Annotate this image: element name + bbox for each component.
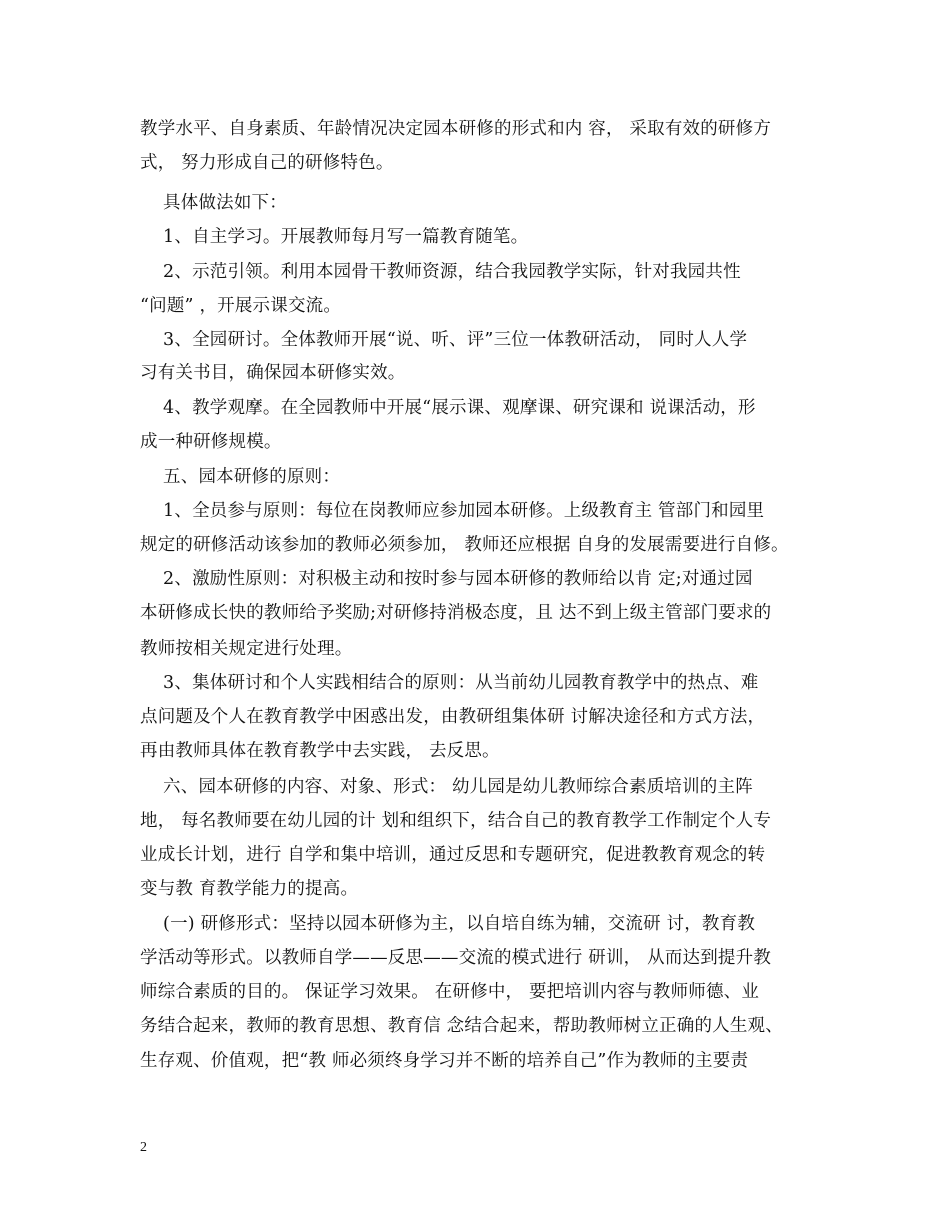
text-line: 3、全园研讨。全体教师开展“说、听、评”三位一体教研活动， 同时人人学 (140, 330, 748, 350)
text-line: 式， 努力形成自己的研修特色。 (140, 153, 394, 173)
text-line: 3、集体研讨和个人实践相结合的原则：从当前幼儿园教育教学中的热点、难 (140, 673, 759, 693)
text-line: (一) 研修形式：坚持以园本研修为主，以自培自练为辅，交流研 讨，教育教 (140, 914, 756, 934)
text-line: 务结合起来，教师的教育思想、教育信 念结合起来，帮助教师树立正确的人生观、 (140, 1016, 783, 1036)
text-line: 点问题及个人在教育教学中困惑出发，由教研组集体研 讨解决途径和方式方法， (140, 707, 766, 727)
text-line: 变与教 育教学能力的提高。 (140, 879, 359, 899)
text-line: 师综合素质的目的。 保证学习效果。 在研修中， 要把培训内容与教师师德、业 (140, 982, 760, 1002)
text-line: 2、示范引领。利用本园骨干教师资源，结合我园教学实际，针对我园共性 (140, 262, 741, 282)
text-line: 学活动等形式。以教师自学——反思——交流的模式进行 研训， 从而达到提升教 (140, 948, 772, 968)
text-line: 再由教师具体在教育教学中去实践， 去反思。 (140, 741, 500, 761)
text-line: 1、自主学习。开展教师每月写一篇教育随笔。 (140, 227, 529, 247)
text-line: 规定的研修活动该参加的教师必须参加， 教师还应根据 自身的发展需要进行自修。 (140, 535, 789, 555)
text-line: 4、教学观摩。在全园教师中开展“展示课、观摩课、研究课和 说课活动，形 (140, 398, 756, 418)
text-line: 成一种研修规模。 (140, 432, 282, 452)
text-line: 2、激励性原则：对积极主动和按时参与园本研修的教师给以肯 定;对通过园 (140, 569, 753, 589)
text-line: 生存观、价值观，把“教 师必须终身学习并不断的培养自己”作为教师的主要责 (140, 1051, 749, 1071)
text-line: 五、园本研修的原则： (140, 467, 341, 487)
text-line: 业成长计划，进行 自学和集中培训，通过反思和专题研究，促进教教育观念的转 (140, 845, 766, 865)
text-line: 六、园本研修的内容、对象、形式： 幼儿园是幼儿教师综合素质培训的主阵 (140, 777, 753, 797)
text-line: 1、全员参与原则：每位在岗教师应参加园本研修。上级教育主 管部门和园里 (140, 501, 765, 521)
text-line: 地， 每名教师要在幼儿园的计 划和组织下，结合自己的教育教学工作制定个人专 (140, 811, 772, 831)
text-line: “问题” ，开展示课交流。 (140, 296, 342, 316)
text-line: 教师按相关规定进行处理。 (140, 639, 353, 659)
text-line: 教学水平、自身素质、年龄情况决定园本研修的形式和内 容， 采取有效的研修方 (140, 119, 772, 139)
text-line: 本研修成长快的教师给予奖励;对研修持消极态度，且 达不到上级主管部门要求的 (140, 603, 772, 623)
page-number: 2 (140, 1140, 147, 1155)
text-line: 具体做法如下： (140, 193, 287, 213)
text-line: 习有关书目，确保园本研修实效。 (140, 363, 406, 383)
